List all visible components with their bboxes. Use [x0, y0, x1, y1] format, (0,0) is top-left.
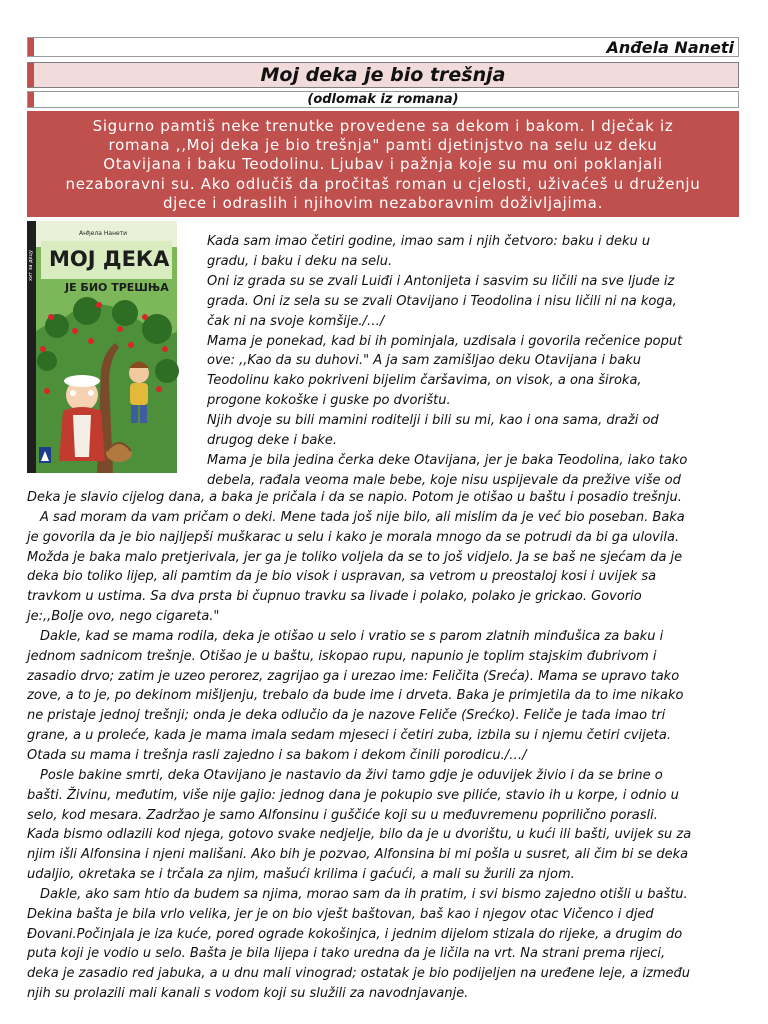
text-line: Možda je baka malo pretjerivala, jer ga je toliko voljela da se to još vidjelo. Ja se baš ne sjećam da je — [27, 549, 683, 565]
text-line: travkom u ustima. Sa dva prsta bi čupnuo travku sa livade i polako, polako je grickao. Govorio — [27, 589, 642, 605]
text-line: debela, rađala veoma male bebe, koje nisu uspijevale da prežive više od — [207, 472, 681, 488]
text-line: Dakle, ako sam htio da budem sa njima, morao sam da ih pratim, i svi bismo zajedno otišli u baštu. — [40, 886, 688, 902]
cover-title-line2: ЈЕ БИО ТРЕШЊА — [65, 281, 169, 294]
text-line: selo, kod mesara. Zadržao je samo Alfonsinu i guščiće koji su u međuvremenu poprilično porasli. — [27, 807, 658, 823]
text-line: bašti. Živinu, međutim, više nije gajio: jednog dana je pokupio sve piliće, stavio ih u korpe, i odnio u — [27, 787, 679, 803]
text-line: je govorila da je bio najljepši muškarac u selu i kako je morala mnogo da se potrudi da bi ga ulovila. — [27, 529, 680, 545]
intro-line: Sigurno pamtiš neke trenutke provedene sa dekom i bakom. I dječak iz — [92, 117, 674, 135]
text-line: čak ni na svoje komšije./…/ — [207, 313, 385, 329]
text-line: je:,,Bolje ovo, nego cigareta." — [27, 609, 220, 625]
author-bar — [27, 37, 739, 57]
text-line: Deka je slavio cijelog dana, a baka je pričala i da se napio. Potom je otišao u baštu i posadio trešnju. — [27, 490, 682, 505]
text-line: Posle bakine smrti, deka Otavijano je nastavio da živi tamo gdje je oduvijek živio i da se brine o — [40, 767, 663, 783]
text-line: Dakle, kad se mama rodila, deka je otišao u selo i vratio se s parom zlatnih minđušica za baku i — [40, 628, 664, 644]
text-line: Oni iz grada su se zvali Luiđi i Antonijeta i sasvim su ličili na sve ljude iz — [207, 273, 675, 289]
text-line: progone kokoške i guske po dvorištu. — [207, 393, 451, 409]
text-line: Mama je ponekad, kad bi ih pominjala, uzdisala i govorila rečenice poput — [207, 333, 683, 349]
text-line: gradu, i baku i deku na selu. — [207, 253, 393, 269]
page-subtitle: (odlomak iz romana) — [307, 92, 459, 107]
page-title: Moj deka je bio trešnja — [260, 64, 506, 86]
cover-spine-text: хит за децу — [28, 250, 34, 281]
text-line: deka bio toliko lijep, ali pamtim da je bio visok i uspravan, sa vetrom u preostaloj kosi i uvijek sa — [27, 569, 657, 585]
text-line: grada. Oni iz sela su se zvali Otavijano i Teodolina i nisu ličili ni na koga, — [207, 293, 677, 309]
intro-line: djece i odraslih i njihovim nezaboravnim doživljajima. — [162, 193, 604, 212]
author-name: Anđela Naneti — [606, 38, 734, 57]
text-line: deka je zasadio red jabuka, a u dnu mali vinograd; ostatak je bio podijeljen na uređene leje, a između — [27, 966, 690, 982]
text-line: Njih dvoje su bili mamini roditelji i bili su mi, kao i ona sama, draži od — [207, 413, 659, 429]
text-line: grane, a u proleće, kada je mama imala sedam mjeseci i četiri zuba, izbila su i njemu četiri cvijeta. — [27, 728, 671, 744]
intro-line: Otavijana i baku Teodolinu. Ljubav i pažnja koje su mu oni poklanjali — [103, 155, 663, 174]
subtitle-bar — [27, 91, 739, 108]
text-line: puta koji je vodio u selo. Bašta je bila lijepa i tako uredna da je ličila na vrt. Na strani prema rijeci, — [27, 946, 666, 962]
text-line: jednom sadnicom trešnje. Otišao je u baštu, iskopao rupu, napunio je toplim stajskim đubrivom i — [27, 648, 657, 664]
text-line: zasadio drvo; zatim je uzeo perorez, zagrijao ga i urezao ime: Feličita (Sreća). Mama se upravo tako — [27, 668, 680, 684]
text-line: ove: ,,Kao da su duhovi." A ja sam zamišljao deku Otavijana i baku — [207, 353, 642, 369]
accent-stripe — [28, 63, 34, 87]
text-line: njim išli Alfonsina i njeni mališani. Ako bih je pozvao, Alfonsina bi mi pošla u susret, ali čim bi se deka — [27, 847, 689, 863]
accent-stripe — [28, 92, 34, 107]
text-line: A sad moram da vam pričam o deki. Mene tada još nije bilo, ali mislim da je već bio poseban. Baka — [40, 509, 685, 525]
text-line: Teodolinu kako pokriveni bijelim čaršavima, on visok, a ona široka, — [207, 373, 642, 389]
text-line: zove, a to je, po dekinom mišljenju, trebalo da bude ime i drveta. Baka je primjetila da to ime nikako — [27, 688, 684, 704]
cover-title-line1: МОЈ ДЕКА — [49, 247, 170, 271]
intro-line: romana ,,Moj deka je bio trešnja" pamti djetinjstvo na selu uz deku — [108, 136, 658, 155]
text-line: Otada su mama i trešnja rasli zajedno i sa bakom i dekom činili porodicu./…/ — [27, 747, 527, 763]
text-line: ne pristaje jednoj trešnji; onda je deka odlučio da je nazove Feliče (Srećko). Feliče je tada imao tri — [27, 708, 666, 724]
text-line: Kada bismo odlazili kod njega, gotovo svake nedjelje, bilo da je u dvorištu, u kući ili bašti, uvijek su za — [27, 827, 692, 843]
text-line: Kada sam imao četiri godine, imao sam i njih četvoro: baku i deku u — [207, 234, 651, 249]
book-cover-image — [27, 221, 177, 473]
text-line: udaljio, okretaka se i trčala za njim, mašući krilima i gaćući, a mali su žurili za njom. — [27, 867, 575, 883]
accent-stripe — [28, 38, 34, 56]
text-line: drugog deke i bake. — [207, 433, 337, 449]
text-line: njih su prolazili mali kanali s vodom koji su služili za navodnjavanje. — [27, 986, 469, 1002]
intro-box — [27, 111, 739, 217]
main-text-body — [27, 488, 739, 1004]
text-line: Dekina bašta je bila vrlo velika, jer je on bio vješt baštovan, baš kao i njegov otac Vičenco i djed — [27, 906, 654, 922]
text-line: Đovani.Počinjala je iza kuće, pored ograde kokošinjca, i jednim dijelom stizala do rijeke, a drugim do — [27, 926, 683, 942]
text-line: Mama je bila jedina čerka deke Otavijana, jer je baka Teodolina, iako tako — [207, 452, 688, 468]
cover-author: Анђела Нанети — [79, 230, 128, 237]
title-bar — [27, 62, 739, 88]
side-text-column — [207, 232, 727, 488]
intro-line: nezaboravni su. Ako odlučiš da pročitaš roman u cjelosti, uživaćeš u druženju — [65, 174, 701, 193]
